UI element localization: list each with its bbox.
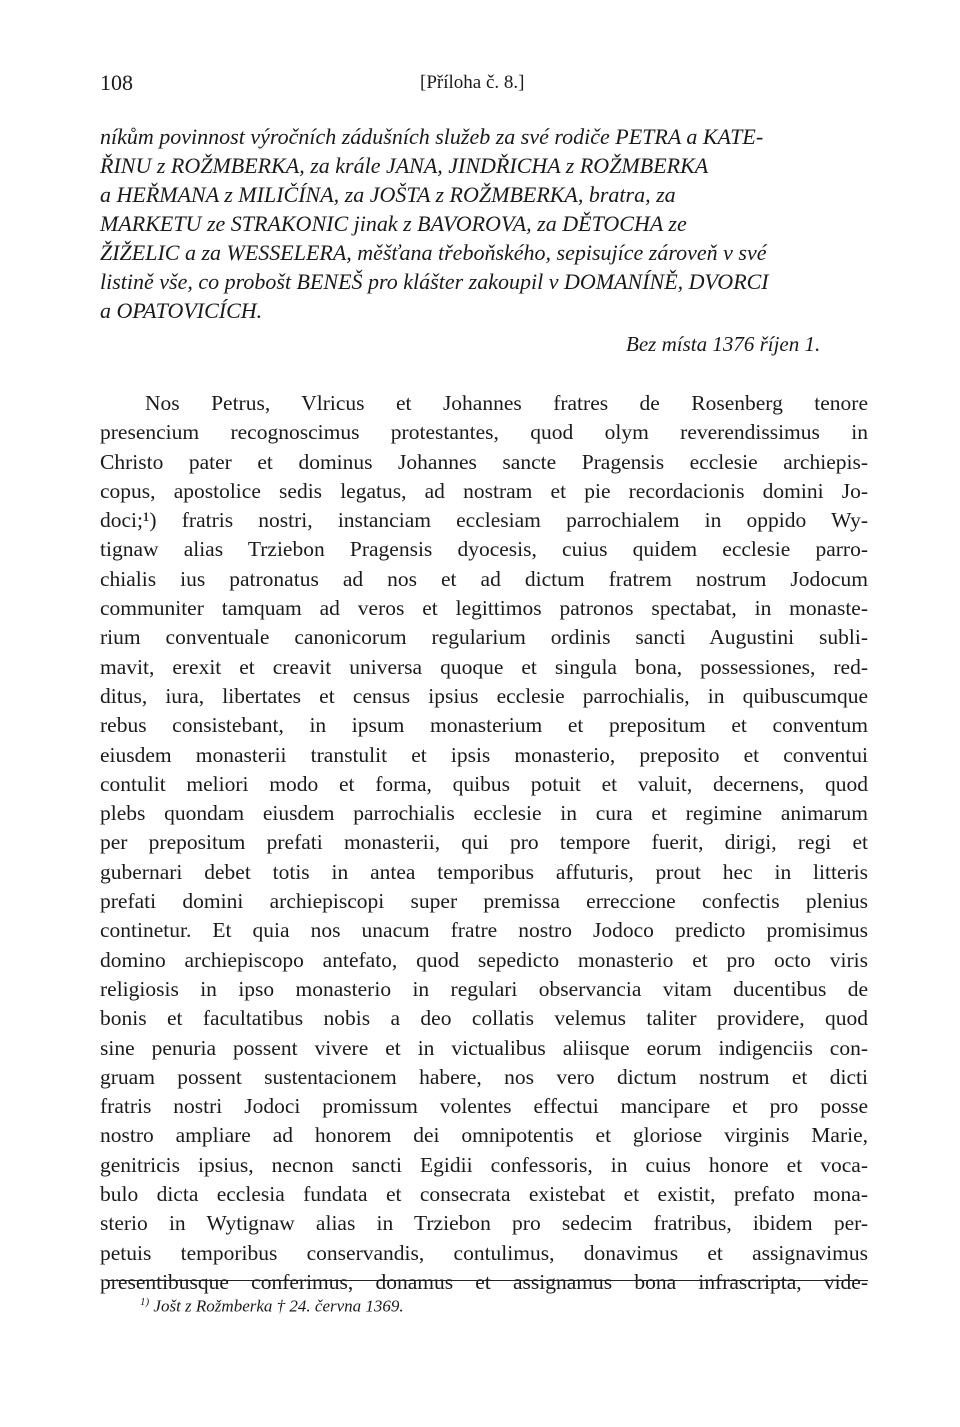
page-header (100, 70, 860, 106)
footnote-marker: 1) (140, 1296, 150, 1308)
text-line: copus, apostolice sedis legatus, ad nostram et pie recordacionis domini Jo- (100, 478, 868, 503)
charter-date: Bez místa 1376 říjen 1. (626, 332, 821, 356)
regest-line: ŽIŽELIC a za WESSELERA, měšťana třeboňského, sepisujíce zároveň v své (100, 240, 767, 265)
text-line: sterio in Wytignaw alias in Trziebon pro sedecim fratribus, ibidem per- (100, 1211, 868, 1236)
text-line: gubernari debet totis in antea temporibus affuturis, prout hec in litteris (100, 859, 868, 884)
text-line: chialis ius patronatus ad nos et ad dictum fratrem nostrum Jodocum (100, 566, 868, 591)
regest-line: a OPATOVICÍCH. (100, 298, 263, 323)
text-line: nostro ampliare ad honorem dei omnipotentis et gloriose virginis Marie, (100, 1123, 868, 1148)
text-line: continetur. Et quia nos unacum fratre nostro Jodoco predicto promisimus (100, 918, 868, 943)
text-line: rium conventuale canonicorum regularium ordinis sancti Augustini subli- (100, 625, 868, 650)
footnote (140, 1296, 404, 1317)
regest-line: listině vše, co probošt BENEŠ pro klášter zakoupil v DOMANÍNĚ, DVORCI (100, 269, 769, 294)
text-line: doci;¹) fratris nostri, instanciam ecclesiam parrochialem in oppido Wy- (100, 508, 868, 533)
text-line: bonis et facultatibus nobis a deo collatis velemus taliter providere, quod (100, 1006, 868, 1031)
regest-line: níkům povinnost výročních zádušních služeb za své rodiče PETRA a KATE- (100, 124, 764, 149)
text-line: tignaw alias Trziebon Pragensis dyocesis, cuius quidem ecclesie parro- (100, 537, 868, 562)
text-line: presentibusque conferimus, donamus et assignamus bona infrascripta, vide- (100, 1269, 868, 1294)
footnote-divider (106, 1280, 868, 1281)
footnote-text: Jošt z Rožmberka † 24. června 1369. (153, 1296, 404, 1316)
text-line: communiter tamquam ad veros et legittimos patronos spectabat, in monaste- (100, 596, 868, 621)
text-line: eiusdem monasterii transtulit et ipsis monasterio, preposito et conventui (100, 742, 868, 767)
text-line: contulit meliori modo et forma, quibus potuit et valuit, decernens, quod (100, 771, 868, 796)
regest-line: MARKETU ze STRAKONIC jinak z BAVOROVA, za DĚTOCHA ze (100, 211, 687, 236)
text-line: petuis temporibus conservandis, contulimus, donavimus et assignavimus (100, 1240, 868, 1265)
regest-summary (100, 122, 868, 325)
regest-line: a HEŘMANA z MILIČÍNA, za JOŠTA z ROŽMBERKA, bratra, za (100, 182, 676, 207)
text-line: domino archiepiscopo antefato, quod sepedicto monasterio et pro octo viris (100, 947, 868, 972)
text-line: bulo dicta ecclesia fundata et consecrata existebat et existit, prefato mona- (100, 1182, 868, 1207)
text-line: religiosis in ipso monasterio in regulari observancia vitam ducentibus de (100, 976, 868, 1001)
regest-line: ŘINU z ROŽMBERKA, za krále JANA, JINDŘICHA z ROŽMBERKA (100, 153, 709, 178)
text-line: presencium recognoscimus protestantes, quod olym reverendissimus in (100, 420, 868, 445)
text-line: per prepositum prefati monasterii, qui pro tempore fuerit, dirigi, regi et (100, 830, 868, 855)
running-title: [Příloha č. 8.] (420, 72, 525, 93)
text-line: mavit, erexit et creavit universa quoque et singula bona, possessiones, red- (100, 654, 868, 679)
text-line: plebs quondam eiusdem parrochialis ecclesie in cura et regimine animarum (100, 801, 868, 826)
text-line: fratris nostri Jodoci promissum volentes effectui mancipare et pro posse (100, 1094, 868, 1119)
page-number: 108 (100, 70, 133, 95)
text-line: sine penuria possent vivere et in victualibus aliisque eorum indigenciis con- (100, 1035, 868, 1060)
text-line: Nos Petrus, Vlricus et Johannes fratres de Rosenberg tenore (145, 391, 868, 415)
charter-text (100, 389, 868, 1297)
text-line: rebus consistebant, in ipsum monasterium et prepositum et conventum (100, 713, 868, 738)
text-line: Christo pater et dominus Johannes sancte Pragensis ecclesie archiepis- (100, 449, 868, 474)
text-line: prefati domini archiepiscopi super premissa erreccione confectis plenius (100, 889, 868, 914)
text-line: gruam possent sustentacionem habere, nos vero dictum nostrum et dicti (100, 1064, 868, 1089)
text-line: ditus, iura, libertates et census ipsius ecclesie parrochialis, in quibuscumque (100, 683, 868, 708)
text-line: genitricis ipsius, necnon sancti Egidii confessoris, in cuius honore et voca- (100, 1152, 868, 1177)
